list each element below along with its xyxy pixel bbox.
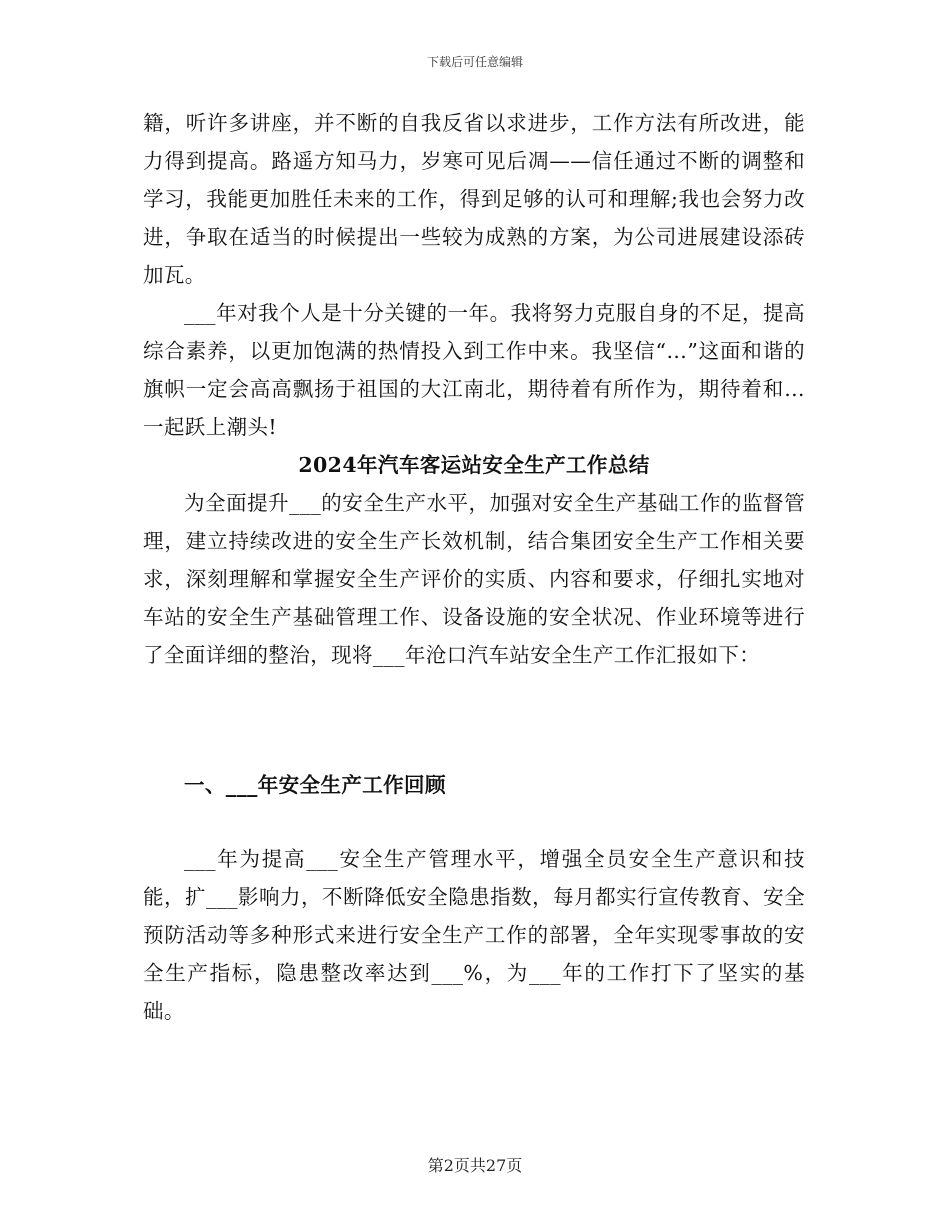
spacer — [143, 674, 805, 766]
paragraph-continued: 籍，听许多讲座，并不断的自我反省以求进步，工作方法有所改进，能力得到提高。路遥方知马力，岁寒可见后凋——信任通过不断的调整和学习，我能更加胜任未来的工作，得到足够的认可和理解;我也会努力改进，争取在适当的时候提出一些较为成熟的方案，为公司进展建设添砖加瓦。 — [143, 111, 805, 287]
section-heading: 一、___年安全生产工作回顾 — [184, 773, 446, 797]
document-body — [143, 104, 805, 1030]
document-title: 2024年汽车客运站安全生产工作总结 — [298, 453, 650, 477]
spacer — [143, 804, 805, 840]
paragraph-intro: 为全面提升___的安全生产水平，加强对安全生产基础工作的监督管理，建立持续改进的安全生产长效机制，结合集团安全生产工作相关要求，深刻理解和掌握安全生产评价的实质、内容和要求，仔细扎实地对车站的安全生产基础管理工作、设备设施的安全状况、作业环境等进行了全面详细的整治，现将___年沧口汽车站安全生产工作汇报如下： — [143, 491, 805, 667]
page-number: 第2页共27页 — [427, 1156, 523, 1175]
paragraph-year-outlook: ___年对我个人是十分关键的一年。我将努力克服自身的不足，提高综合素养，以更加饱满的热情投入到工作中来。我坚信“…”这面和谐的旗帜一定会高高飘扬于祖国的大江南北，期待着有所作为，期待着和…一起跃上潮头! — [143, 301, 805, 439]
paragraph-review: ___年为提高___安全生产管理水平，增强全员安全生产意识和技能，扩___影响力，不断降低安全隐患指数，每月都实行宣传教育、安全预防活动等多种形式来进行安全生产工作的部署，全年实现零事故的安全生产指标，隐患整改率达到___%，为___年的工作打下了坚实的基础。 — [143, 847, 805, 1023]
page-header-note: 下载后可任意编辑 — [426, 55, 523, 69]
